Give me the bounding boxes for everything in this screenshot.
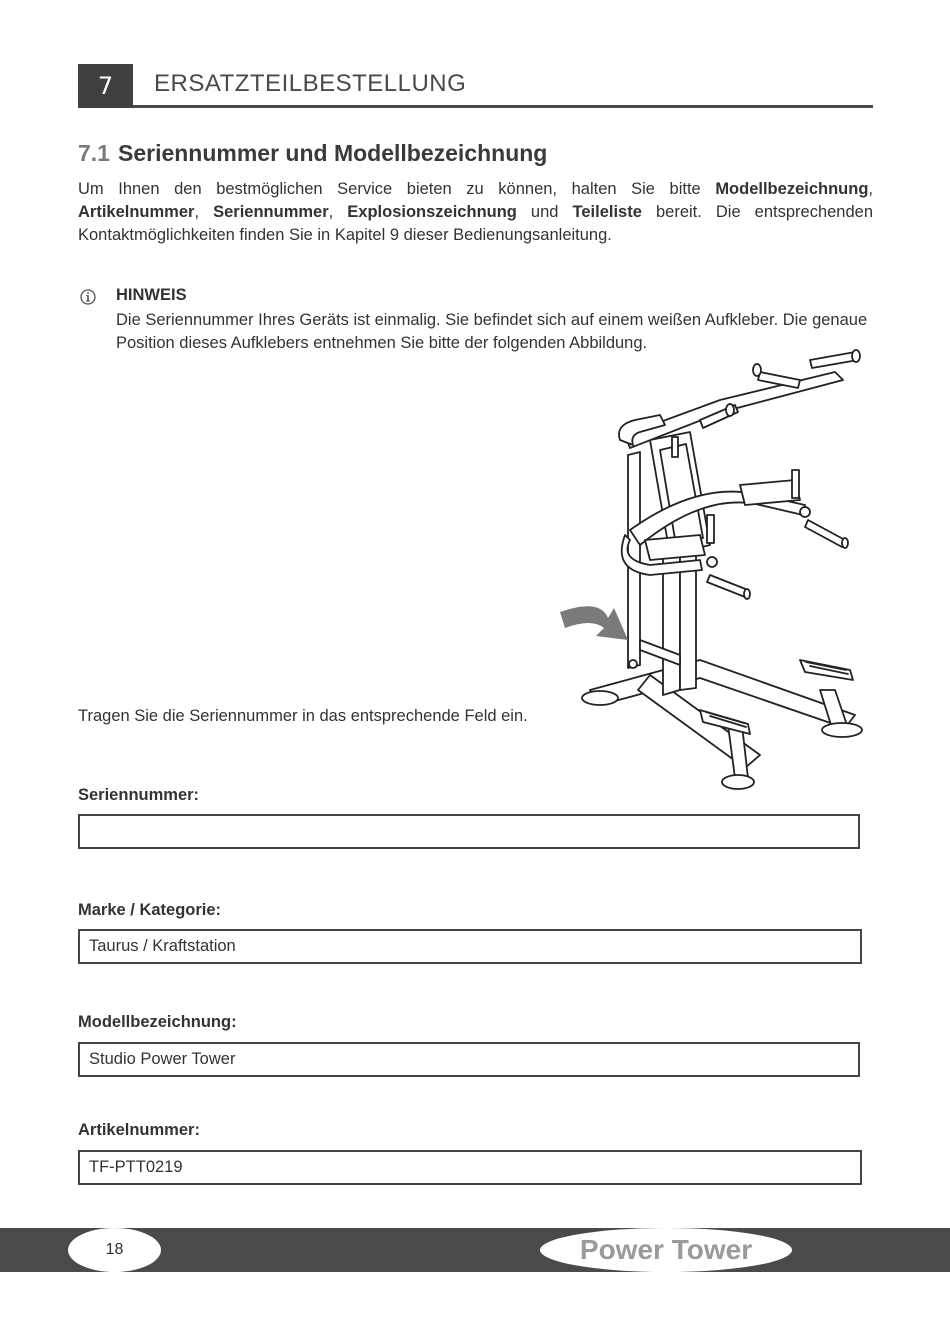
section-heading — [78, 140, 547, 167]
section-title: Seriennummer und Modellbezeichnung — [117, 140, 548, 166]
footer-brand: Power Tower — [540, 1228, 792, 1272]
chapter-number: 7 — [78, 64, 133, 108]
brand-category-field[interactable]: Taurus / Kraftstation — [78, 929, 862, 964]
intro-text: , — [328, 203, 348, 221]
power-tower-illustration — [555, 345, 875, 800]
page-number: 18 — [68, 1228, 161, 1272]
section-number: 7.1 — [78, 140, 110, 166]
model-field[interactable]: Studio Power Tower — [78, 1042, 860, 1077]
intro-text: und — [516, 203, 573, 221]
article-number-label: Artikelnummer: — [78, 1121, 200, 1139]
brand-category-label: Marke / Kategorie: — [78, 901, 222, 919]
intro-text: , — [868, 180, 873, 198]
chapter-title: ERSATZTEILBESTELLUNG — [154, 70, 467, 97]
serial-number-label: Seriennummer: — [78, 786, 200, 804]
serial-number-field[interactable] — [78, 814, 860, 849]
note-text: Die Seriennummer Ihres Geräts ist einmalig. Sie befindet sich auf einem weißen Aufkleber. Die genaue Position dieses Aufklebers entnehmen Sie bitte der folgenden Abbildung. — [116, 311, 868, 352]
info-icon — [80, 289, 96, 305]
intro-paragraph — [78, 178, 873, 247]
intro-bold-explosionszeichnung: Explosionszeichnung — [347, 203, 517, 221]
intro-bold-artikelnummer: Artikelnummer — [78, 203, 195, 221]
intro-bold-modellbezeichnung: Modellbezeichnung — [715, 180, 869, 198]
model-label: Modellbezeichnung: — [78, 1013, 237, 1031]
intro-text: Um Ihnen den bestmöglichen Service bieten zu können, halten Sie bitte — [78, 180, 716, 198]
intro-text: , — [194, 203, 214, 221]
intro-text: bereit. Die entsprechenden Kontaktmöglichkeiten finden Sie in Kapitel 9 dieser Bedienungsanleitung. — [78, 203, 874, 244]
article-number-field[interactable]: TF-PTT0219 — [78, 1150, 862, 1185]
intro-bold-teileliste: Teileliste — [572, 203, 642, 221]
chapter-divider — [133, 105, 873, 108]
instruction-text: Tragen Sie die Seriennummer in das entsprechende Feld ein. — [78, 707, 528, 725]
intro-bold-seriennummer: Seriennummer — [213, 203, 329, 221]
arrow-indicator — [560, 606, 628, 640]
note-title: HINWEIS — [116, 286, 187, 304]
